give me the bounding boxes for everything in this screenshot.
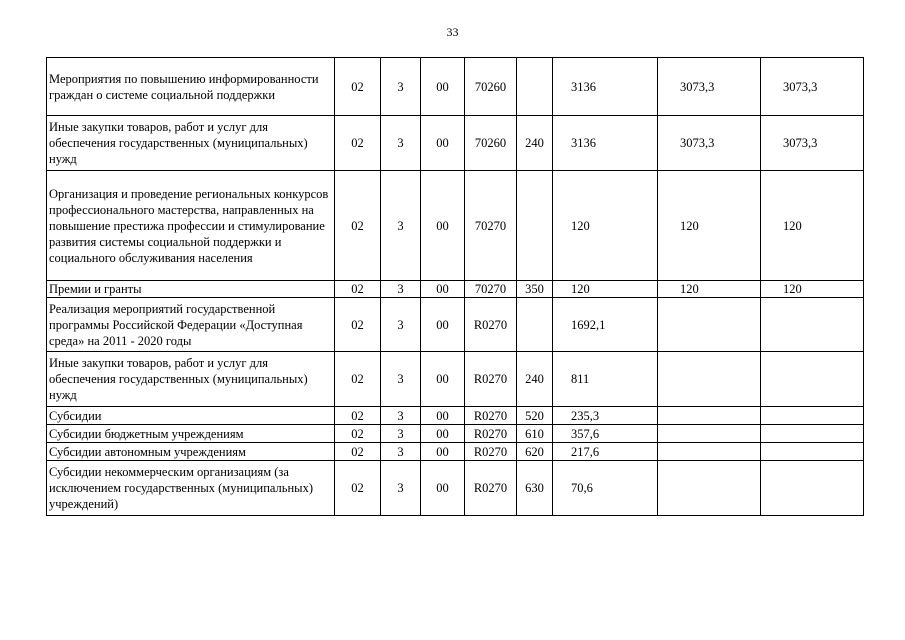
cell-name: Премии и гранты <box>47 281 335 298</box>
cell-expense-type: 610 <box>517 425 553 443</box>
cell-name: Субсидии некоммерческим организациям (за исключением государственных (муниципальных) учреждений) <box>47 461 335 516</box>
table-row <box>47 352 864 407</box>
cell-amount-3 <box>761 407 864 425</box>
cell-expense-type <box>517 298 553 352</box>
cell-amount-3: 3073,3 <box>761 58 864 116</box>
cell-amount-1: 70,6 <box>553 461 658 516</box>
table-row <box>47 58 864 116</box>
table-row <box>47 171 864 281</box>
cell-section: 02 <box>335 298 381 352</box>
table-row <box>47 443 864 461</box>
cell-expense-type: 630 <box>517 461 553 516</box>
cell-expense-type: 240 <box>517 116 553 171</box>
cell-amount-3 <box>761 425 864 443</box>
cell-amount-2 <box>658 352 761 407</box>
cell-amount-1: 235,3 <box>553 407 658 425</box>
cell-amount-3 <box>761 443 864 461</box>
cell-amount-1: 3136 <box>553 58 658 116</box>
cell-target-item: 70270 <box>465 281 517 298</box>
cell-amount-3: 120 <box>761 281 864 298</box>
cell-target-item: R0270 <box>465 407 517 425</box>
cell-subsection: 3 <box>381 58 421 116</box>
cell-expense-type <box>517 171 553 281</box>
table-row <box>47 116 864 171</box>
cell-amount-2 <box>658 298 761 352</box>
cell-amount-2 <box>658 461 761 516</box>
cell-amount-3: 120 <box>761 171 864 281</box>
cell-name: Реализация мероприятий государственной программы Российской Федерации «Доступная среда» на 2011 - 2020 годы <box>47 298 335 352</box>
page-number: 33 <box>446 25 459 39</box>
cell-program: 00 <box>421 298 465 352</box>
cell-section: 02 <box>335 281 381 298</box>
cell-program: 00 <box>421 461 465 516</box>
table-row <box>47 425 864 443</box>
cell-section: 02 <box>335 171 381 281</box>
cell-amount-1: 357,6 <box>553 425 658 443</box>
cell-target-item: 70270 <box>465 171 517 281</box>
cell-expense-type: 520 <box>517 407 553 425</box>
cell-amount-1: 1692,1 <box>553 298 658 352</box>
cell-amount-2: 120 <box>658 171 761 281</box>
cell-name: Субсидии бюджетным учреждениям <box>47 425 335 443</box>
cell-subsection: 3 <box>381 461 421 516</box>
cell-target-item: R0270 <box>465 352 517 407</box>
cell-section: 02 <box>335 352 381 407</box>
cell-target-item: 70260 <box>465 116 517 171</box>
cell-amount-1: 3136 <box>553 116 658 171</box>
cell-amount-3 <box>761 352 864 407</box>
cell-amount-1: 811 <box>553 352 658 407</box>
cell-amount-2 <box>658 407 761 425</box>
cell-expense-type: 620 <box>517 443 553 461</box>
cell-target-item: R0270 <box>465 298 517 352</box>
cell-subsection: 3 <box>381 352 421 407</box>
cell-expense-type: 350 <box>517 281 553 298</box>
cell-target-item: R0270 <box>465 443 517 461</box>
cell-program: 00 <box>421 58 465 116</box>
cell-subsection: 3 <box>381 443 421 461</box>
cell-program: 00 <box>421 171 465 281</box>
cell-name: Субсидии <box>47 407 335 425</box>
cell-program: 00 <box>421 352 465 407</box>
cell-name: Организация и проведение региональных конкурсов профессионального мастерства, направленных на повышение престижа профессии и стимулирование развития системы социальной поддержки и социального обслуживания населения <box>47 171 335 281</box>
cell-amount-2 <box>658 443 761 461</box>
cell-program: 00 <box>421 281 465 298</box>
cell-target-item: R0270 <box>465 425 517 443</box>
cell-expense-type <box>517 58 553 116</box>
cell-name: Мероприятия по повышению информированности граждан о системе социальной поддержки <box>47 58 335 116</box>
cell-section: 02 <box>335 407 381 425</box>
cell-section: 02 <box>335 461 381 516</box>
cell-target-item: 70260 <box>465 58 517 116</box>
budget-table <box>46 57 864 516</box>
cell-name: Субсидии автономным учреждениям <box>47 443 335 461</box>
table-row <box>47 281 864 298</box>
cell-program: 00 <box>421 425 465 443</box>
cell-subsection: 3 <box>381 425 421 443</box>
cell-subsection: 3 <box>381 407 421 425</box>
cell-amount-2 <box>658 425 761 443</box>
budget-table-body <box>47 58 864 516</box>
cell-amount-1: 120 <box>553 281 658 298</box>
table-row <box>47 298 864 352</box>
table-row <box>47 407 864 425</box>
cell-program: 00 <box>421 443 465 461</box>
cell-amount-2: 3073,3 <box>658 116 761 171</box>
cell-program: 00 <box>421 116 465 171</box>
table-row <box>47 461 864 516</box>
cell-name: Иные закупки товаров, работ и услуг для обеспечения государственных (муниципальных) нужд <box>47 352 335 407</box>
cell-expense-type: 240 <box>517 352 553 407</box>
cell-amount-3 <box>761 461 864 516</box>
cell-amount-2: 120 <box>658 281 761 298</box>
cell-program: 00 <box>421 407 465 425</box>
cell-target-item: R0270 <box>465 461 517 516</box>
cell-name: Иные закупки товаров, работ и услуг для обеспечения государственных (муниципальных) нужд <box>47 116 335 171</box>
cell-section: 02 <box>335 443 381 461</box>
cell-subsection: 3 <box>381 281 421 298</box>
cell-amount-3: 3073,3 <box>761 116 864 171</box>
cell-section: 02 <box>335 116 381 171</box>
cell-subsection: 3 <box>381 171 421 281</box>
cell-section: 02 <box>335 58 381 116</box>
cell-subsection: 3 <box>381 298 421 352</box>
cell-section: 02 <box>335 425 381 443</box>
cell-amount-1: 217,6 <box>553 443 658 461</box>
cell-subsection: 3 <box>381 116 421 171</box>
cell-amount-2: 3073,3 <box>658 58 761 116</box>
cell-amount-1: 120 <box>553 171 658 281</box>
cell-amount-3 <box>761 298 864 352</box>
